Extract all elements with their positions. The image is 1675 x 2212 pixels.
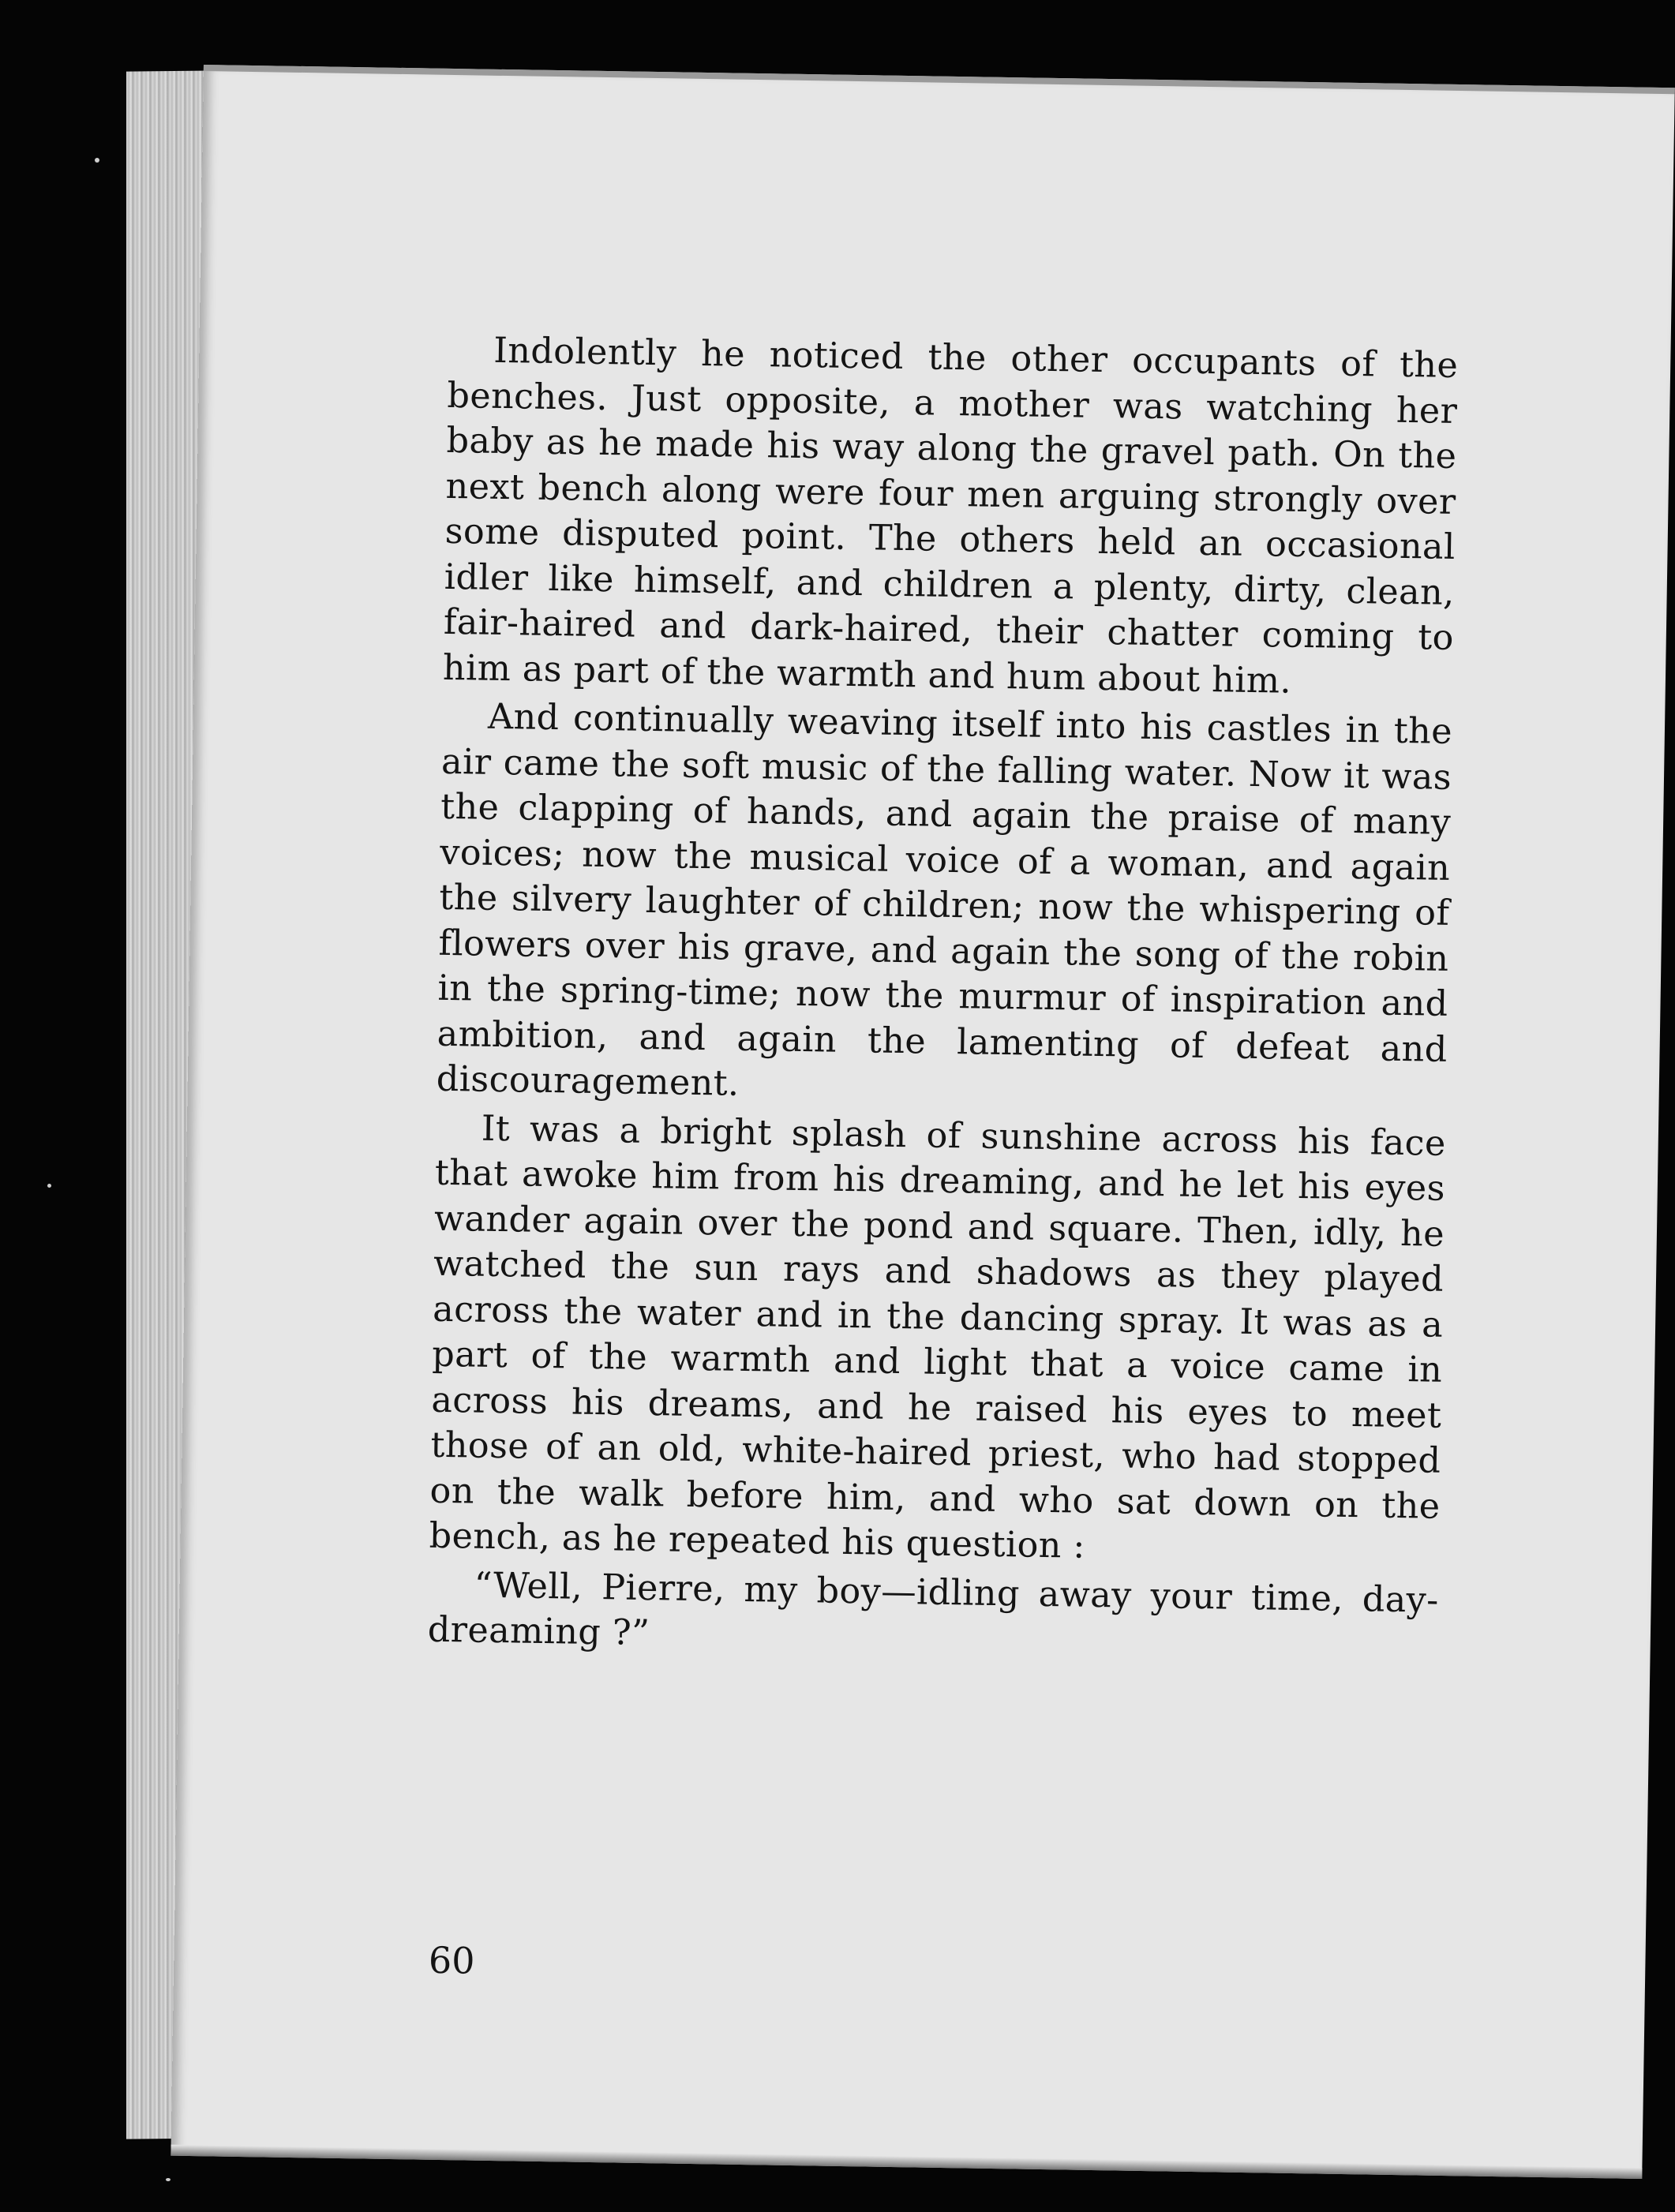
- scan-speck: [95, 158, 99, 163]
- book-page: [170, 65, 1674, 2179]
- page-top-edge: [204, 65, 1675, 94]
- page-body-text: [427, 327, 1458, 1671]
- page-bottom-edge: [170, 2145, 1642, 2179]
- scan-speck: [166, 2178, 170, 2181]
- paragraph-3: It was a bright splash of sunshine across his face that awoke him from his dreaming, and he let his eyes wander again over the pond and square. Then, idly, he watched the sun rays and shadows as they played across the water and in the dancing spray. It was as a part of the warmth and light that a voice came in across his dreams, and he raised his eyes to meet those of an old, white-haired priest, who had stopped on the walk before him, and who sat down on the bench, as he repeated his question :: [429, 1108, 1447, 1566]
- paragraph-4: “Well, Pierre, my boy—idling away your time, day-dreaming ?”: [427, 1565, 1440, 1654]
- paragraph-1: Indolently he noticed the other occupants of the benches. Just opposite, a mother was watching her baby as he made his way along the gravel path. On the next bench along were four men arguing strongly over some disputed point. The others held an occasional idler like himself, and children a plenty, dirty, clean, fair-haired and dark-haired, their chatter coming to him as part of the warmth and hum about him.: [442, 330, 1459, 702]
- page-number: 60: [428, 1938, 475, 1982]
- scan-speck: [47, 1184, 51, 1188]
- paragraph-2: And continually weaving itself into his castles in the air came the soft music of the falling water. Now it was the clapping of hands, and again the praise of many voices; now the musical voice of a woman, and again the silvery laughter of children; now the whispering of flowers over his grave, and again the song of the robin in the spring-time; now the murmur of inspiration and ambition, and again the lamenting of defeat and discouragement.: [436, 696, 1453, 1104]
